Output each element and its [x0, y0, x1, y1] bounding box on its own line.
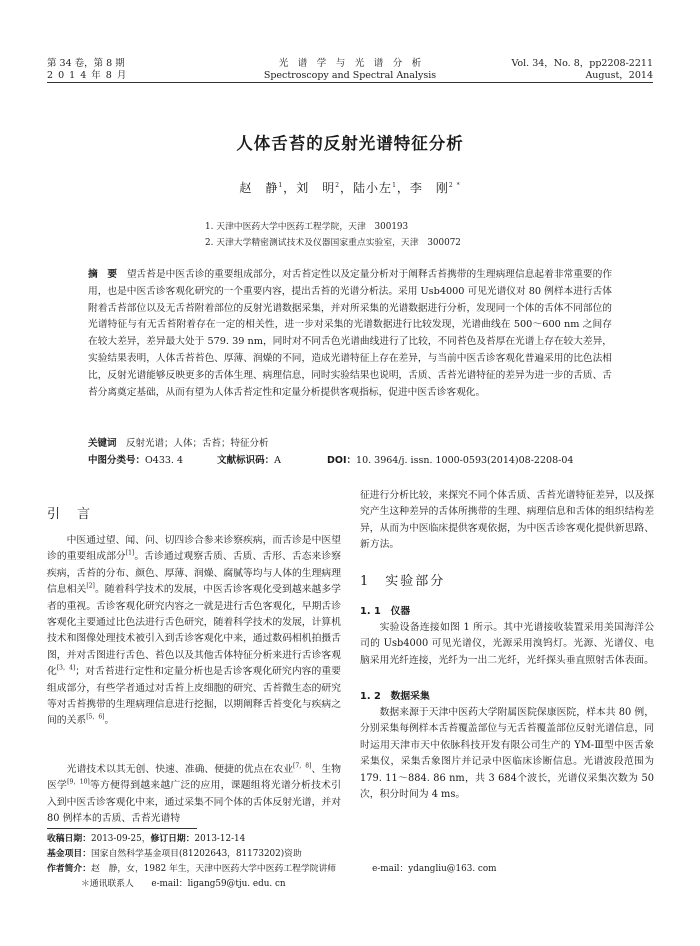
journal-volume-issue: 第 34 卷，第 8 期 2 0 1 4 年 8 月 — [47, 58, 128, 81]
footnotes — [47, 832, 657, 892]
footnote-rule — [47, 828, 197, 829]
doi-label: DOI： — [327, 455, 357, 466]
paper-title: 人体舌苔的反射光谱特征分析 — [236, 134, 464, 153]
subsection-1-1-heading: 1. 1 仪器 — [360, 606, 411, 617]
subsection-1-2-heading: 1. 2 数据采集 — [360, 691, 430, 702]
doc-code-label: 文献标识码： — [217, 455, 275, 466]
doi-value: 10. 3964/j. issn. 1000-0593(2014)08-2208-04 — [356, 455, 574, 466]
journal-pages-date: Vol. 34，No. 8，pp2208-2211 August，2014 — [511, 58, 653, 81]
citation: [2] — [86, 582, 95, 590]
corresponding-line: ＊通讯联系人 e-mail：ligang59@tju. edu. cn — [81, 879, 286, 889]
author-email: e-mail：ydangliu@163. com — [372, 864, 497, 874]
keywords-text: 反射光谱；人体；舌苔；特征分析 — [126, 438, 269, 449]
journal-name: 光 谱 学 与 光 谱 分 析 Spectroscopy and Spectral Analysis — [263, 58, 437, 81]
citation: [7，8] — [293, 762, 312, 770]
affiliation-item: 1. 天津中医药大学中医药工程学院，天津 300193 — [205, 222, 409, 232]
author-name: 李 刚 — [409, 181, 449, 195]
author-name: 刘 明 — [296, 181, 336, 195]
fund-line: 基金项目：国家自然科学基金项目(81202643，81173202)资助 — [47, 849, 302, 859]
affiliations — [205, 219, 461, 251]
abstract-text: 望舌苔是中医舌诊的重要组成部分，对舌苔定性以及定量分析对于阐释舌苔携带的生理病理信息起着非常重要的作用，也是中医舌诊客观化研究的一个重要内容，提出舌苔的光谱分析法。采用 Usb4000 可见光谱仪对 80 例样本进行舌体附着舌苔部位以及无舌苔附着部位的反射光谱数据采集，并对所采集的光谱数据进行分析，发现同一个体的舌体不同部位的光谱特征与有无舌苔附着存在一定的相关性，进一步对采集的光谱数据进行比较发现，光谱曲线在 500～600 nm 之间存在较大差异，差异最大处于 579. 39 nm，同时对不同舌色光谱曲线进行了比较，不同苔色及苔厚在光谱上存在较大差异，实验结果表明，人体舌苔苔色、厚薄、润燥的不同，造成光谱特征上存在差异，与当前中医舌诊客观化普遍采用的比色法相比，反射光谱能够反映更多的舌体生理、病理信息，同时实验结果也说明，舌质、舌苔光谱特征的差异为进一步的舌质、舌苔分离奠定基础，从而有望为人体舌苔定性和定量分析提供客观指标，促进中医舌诊客观化。 — [88, 269, 613, 398]
subsection-1-1-text: 实验设备连接如图 1 所示。其中光谱接收装置采用美国海洋公司的 Usb4000 可见光谱仪，光源采用溴钨灯。光源、光谱仪、电脑采用光纤连接，光纤为一出二光纤，光纤探头垂直照射舌体表面。 — [360, 622, 654, 666]
author-name: 陆小左 — [353, 181, 393, 195]
section-1-heading: 1 实验部分 — [360, 574, 446, 589]
header-rule — [47, 82, 653, 83]
doc-code-value: A — [274, 455, 281, 466]
intro-paragraph-1: 中医通过望、闻、问、切四诊合参来诊察疾病，而舌诊是中医望诊的重要组成部分[1]。舌诊通过观察舌质、舌质、舌形、舌态来诊察疾病，舌苔的分布、颜色、厚薄、润燥、腐腻等均与人体的生理病理信息相关[2]。随着科学技术的发展，中医舌诊客观化受到越来越多学者的重视。舌诊客观化研究内容之一就是进行舌色客观化，早期舌诊客观化主要通过比色法进行舌色研究，随着科学技术的发展，计算机技术和图像处理技术被引入到舌诊客观化中来，通过数码相机拍摄舌图，并对舌图进行舌色、苔色以及其他舌体特征分析来进行舌诊客观化[3，4]；对舌苔进行定性和定量分析也是舌诊客观化研究内容的重要组成部分，有些学者通过对舌苔上皮细胞的研究、舌苔微生态的研究等对舌苔携带的生理病理信息进行挖掘，以期阐释舌苔变化与疾病之间的关系[5，6]。 — [47, 535, 342, 727]
abstract-label: 摘 要 — [88, 269, 118, 280]
citation: [3，4] — [56, 664, 76, 672]
citation: [9，10] — [67, 779, 90, 787]
clc-value: O433. 4 — [145, 455, 184, 466]
dates-line: 收稿日期：2013-09-25，修订日期：2013-12-14 — [47, 834, 246, 844]
keywords — [88, 436, 269, 452]
citation: [1] — [125, 550, 135, 558]
citation: [5，6] — [86, 714, 105, 722]
affiliation-item: 2. 天津大学精密测试技术及仪器国家重点实验室，天津 300072 — [205, 238, 461, 248]
subsection-1-2-text: 数据来源于天津中医药大学附属医院保康医院，样本共 80 例，分别采集每例样本舌苔覆盖部位与无舌苔覆盖部位反射光谱信息，同时运用天津市天中依脉科技开发有限公司生产的 YM-Ⅲ型中医舌象采集仪，采集舌象图片并记录中医临床诊断信息。光谱波段范围为 179. 11～884. 86 nm，共 3 684个波长，光谱仪采集次数为 50 次，积分时间为 4 ms。 — [360, 707, 654, 801]
clc-label: 中图分类号： — [88, 455, 146, 466]
intro-continuation: 征进行分析比较，来探究不同个体舌质、舌苔光谱特征差异，以及探究产生这种差异的舌体所携带的生理、病理信息和舌体的组织结构差异，从而为中医临床提供客观依据，为中医舌诊客观化提供新思路、新方法。 — [360, 490, 654, 551]
author-name: 赵 静 — [239, 181, 279, 195]
classification-line — [88, 453, 648, 469]
keywords-label: 关键词 — [88, 438, 117, 449]
abstract — [88, 267, 612, 401]
intro-paragraph-2: 光谱技术以其无创、快速、准确、便捷的优点在农业[7，8]、生物医学[9，10]等方便得到越来越广泛的应用，课题组将光谱分析技术引入到中医舌诊客观化中来，通过采集不同个体的舌体反射光谱，并对 80 例样本的舌质、舌苔光谱特 — [47, 762, 342, 825]
author-list: 赵 静$^1$，刘 明$^2$，陆小左$^1$，李 刚$^{2 *}$ — [239, 181, 461, 195]
author-bio-line: 作者简介：赵 静，女，1982 年生，天津中医药大学中医药工程学院讲师 e-mail：ydangliu@163. com — [47, 864, 497, 874]
intro-heading: 引 言 — [47, 507, 93, 522]
